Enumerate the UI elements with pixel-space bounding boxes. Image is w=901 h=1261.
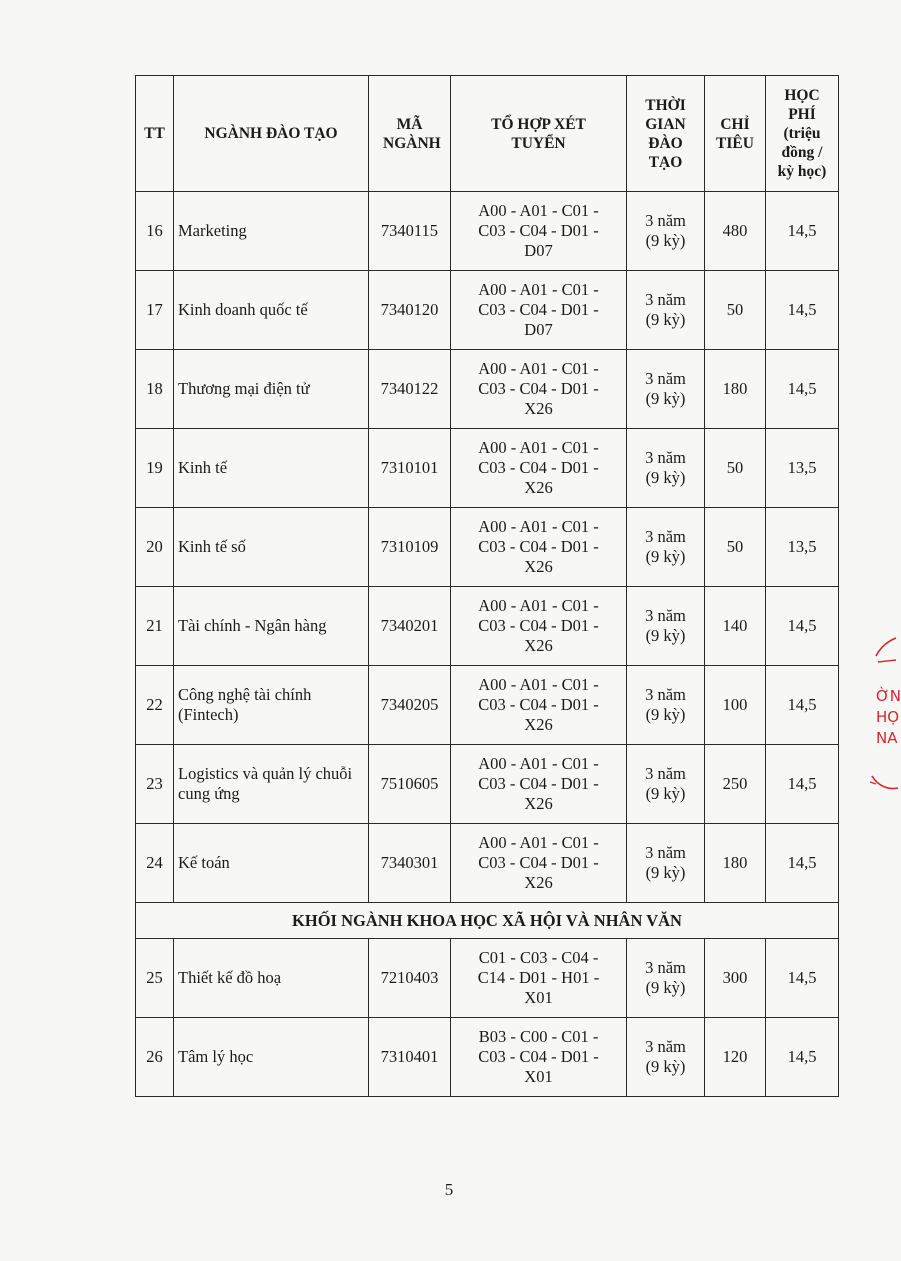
table-body-social-sciences (136, 939, 839, 1097)
table-row (136, 587, 839, 666)
page-number: 5 (444, 1180, 454, 1199)
cell-tt: 20 (136, 508, 174, 587)
cell-program-code: 7340201 (369, 587, 451, 666)
table-row (136, 192, 839, 271)
cell-tt: 19 (136, 429, 174, 508)
cell-program-code: 7340115 (369, 192, 451, 271)
cell-program-name: Kinh doanh quốc tế (174, 271, 369, 350)
cell-program-code: 7310101 (369, 429, 451, 508)
cell-program-name: Tâm lý học (174, 1018, 369, 1097)
cell-duration: 3 năm (9 kỳ) (627, 508, 705, 587)
cell-program-code: 7340301 (369, 824, 451, 903)
cell-duration: 3 năm (9 kỳ) (627, 429, 705, 508)
header-program-code: MÃ NGÀNH (369, 76, 451, 192)
header-program-name: NGÀNH ĐÀO TẠO (174, 76, 369, 192)
cell-subject-combination: A00 - A01 - C01 - C03 - C04 - D01 - X26 (451, 824, 627, 903)
table-row (136, 271, 839, 350)
cell-program-code: 7340120 (369, 271, 451, 350)
cell-tuition-fee: 14,5 (766, 587, 839, 666)
cell-duration: 3 năm (9 kỳ) (627, 1018, 705, 1097)
cell-tt: 25 (136, 939, 174, 1018)
cell-quota: 480 (705, 192, 766, 271)
stamp-text (876, 686, 901, 749)
cell-subject-combination: A00 - A01 - C01 - C03 - C04 - D01 - X26 (451, 745, 627, 824)
cell-duration: 3 năm (9 kỳ) (627, 939, 705, 1018)
program-table (135, 75, 839, 1097)
cell-program-code: 7510605 (369, 745, 451, 824)
cell-quota: 180 (705, 824, 766, 903)
cell-program-code: 7340122 (369, 350, 451, 429)
table-row (136, 429, 839, 508)
cell-quota: 140 (705, 587, 766, 666)
red-stamp (866, 636, 901, 806)
cell-program-code: 7310401 (369, 1018, 451, 1097)
cell-tt: 16 (136, 192, 174, 271)
table-row (136, 1018, 839, 1097)
cell-tt: 26 (136, 1018, 174, 1097)
cell-tt: 24 (136, 824, 174, 903)
cell-duration: 3 năm (9 kỳ) (627, 745, 705, 824)
header-tuition-fee: HỌC PHÍ (triệu đồng / kỳ học) (766, 76, 839, 192)
table-row (136, 350, 839, 429)
cell-duration: 3 năm (9 kỳ) (627, 666, 705, 745)
cell-subject-combination: A00 - A01 - C01 - C03 - C04 - D01 - X26 (451, 666, 627, 745)
cell-tuition-fee: 14,5 (766, 666, 839, 745)
table-row (136, 824, 839, 903)
table-body-group (136, 903, 839, 939)
cell-tuition-fee: 13,5 (766, 429, 839, 508)
cell-program-code: 7340205 (369, 666, 451, 745)
cell-quota: 50 (705, 271, 766, 350)
cell-program-name: Thiết kế đồ hoạ (174, 939, 369, 1018)
cell-subject-combination: B03 - C00 - C01 - C03 - C04 - D01 - X01 (451, 1018, 627, 1097)
cell-tuition-fee: 14,5 (766, 271, 839, 350)
cell-program-name: Kế toán (174, 824, 369, 903)
group-title: KHỐI NGÀNH KHOA HỌC XÃ HỘI VÀ NHÂN VĂN (136, 903, 839, 939)
cell-duration: 3 năm (9 kỳ) (627, 587, 705, 666)
header-duration: THỜI GIAN ĐÀO TẠO (627, 76, 705, 192)
cell-subject-combination: A00 - A01 - C01 - C03 - C04 - D01 - X26 (451, 429, 627, 508)
table-row (136, 939, 839, 1018)
cell-quota: 250 (705, 745, 766, 824)
cell-program-name: Logistics và quản lý chuỗi cung ứng (174, 745, 369, 824)
cell-subject-combination: A00 - A01 - C01 - C03 - C04 - D01 - X26 (451, 508, 627, 587)
cell-tuition-fee: 14,5 (766, 1018, 839, 1097)
header-tt: TT (136, 76, 174, 192)
cell-program-code: 7310109 (369, 508, 451, 587)
group-header-row (136, 903, 839, 939)
cell-quota: 180 (705, 350, 766, 429)
cell-duration: 3 năm (9 kỳ) (627, 192, 705, 271)
cell-quota: 120 (705, 1018, 766, 1097)
cell-program-name: Công nghệ tài chính (Fintech) (174, 666, 369, 745)
cell-tuition-fee: 13,5 (766, 508, 839, 587)
header-subject-combination: TỔ HỢP XÉT TUYỂN (451, 76, 627, 192)
cell-tuition-fee: 14,5 (766, 350, 839, 429)
cell-program-name: Tài chính - Ngân hàng (174, 587, 369, 666)
header-quota: CHỈ TIÊU (705, 76, 766, 192)
cell-tuition-fee: 14,5 (766, 939, 839, 1018)
cell-tt: 18 (136, 350, 174, 429)
cell-subject-combination: A00 - A01 - C01 - C03 - C04 - D01 - D07 (451, 271, 627, 350)
cell-tt: 21 (136, 587, 174, 666)
stamp-line: NA (876, 729, 898, 747)
cell-program-name: Marketing (174, 192, 369, 271)
cell-duration: 3 năm (9 kỳ) (627, 824, 705, 903)
cell-program-name: Thương mại điện tử (174, 350, 369, 429)
cell-tt: 23 (136, 745, 174, 824)
cell-quota: 100 (705, 666, 766, 745)
cell-quota: 50 (705, 508, 766, 587)
table-body-economics (136, 192, 839, 903)
table-header-row (136, 76, 839, 192)
stamp-line: ỜN (876, 687, 901, 705)
table-row (136, 745, 839, 824)
cell-subject-combination: A00 - A01 - C01 - C03 - C04 - D01 - X26 (451, 587, 627, 666)
cell-tuition-fee: 14,5 (766, 745, 839, 824)
cell-subject-combination: A00 - A01 - C01 - C03 - C04 - D01 - X26 (451, 350, 627, 429)
cell-duration: 3 năm (9 kỳ) (627, 350, 705, 429)
cell-subject-combination: A00 - A01 - C01 - C03 - C04 - D01 - D07 (451, 192, 627, 271)
cell-program-code: 7210403 (369, 939, 451, 1018)
cell-program-name: Kinh tế số (174, 508, 369, 587)
cell-tt: 17 (136, 271, 174, 350)
cell-tt: 22 (136, 666, 174, 745)
cell-quota: 50 (705, 429, 766, 508)
cell-tuition-fee: 14,5 (766, 824, 839, 903)
stamp-line: HỌ (876, 708, 900, 726)
cell-subject-combination: C01 - C03 - C04 - C14 - D01 - H01 - X01 (451, 939, 627, 1018)
table-row (136, 508, 839, 587)
cell-quota: 300 (705, 939, 766, 1018)
table-row (136, 666, 839, 745)
cell-duration: 3 năm (9 kỳ) (627, 271, 705, 350)
cell-tuition-fee: 14,5 (766, 192, 839, 271)
cell-program-name: Kinh tế (174, 429, 369, 508)
